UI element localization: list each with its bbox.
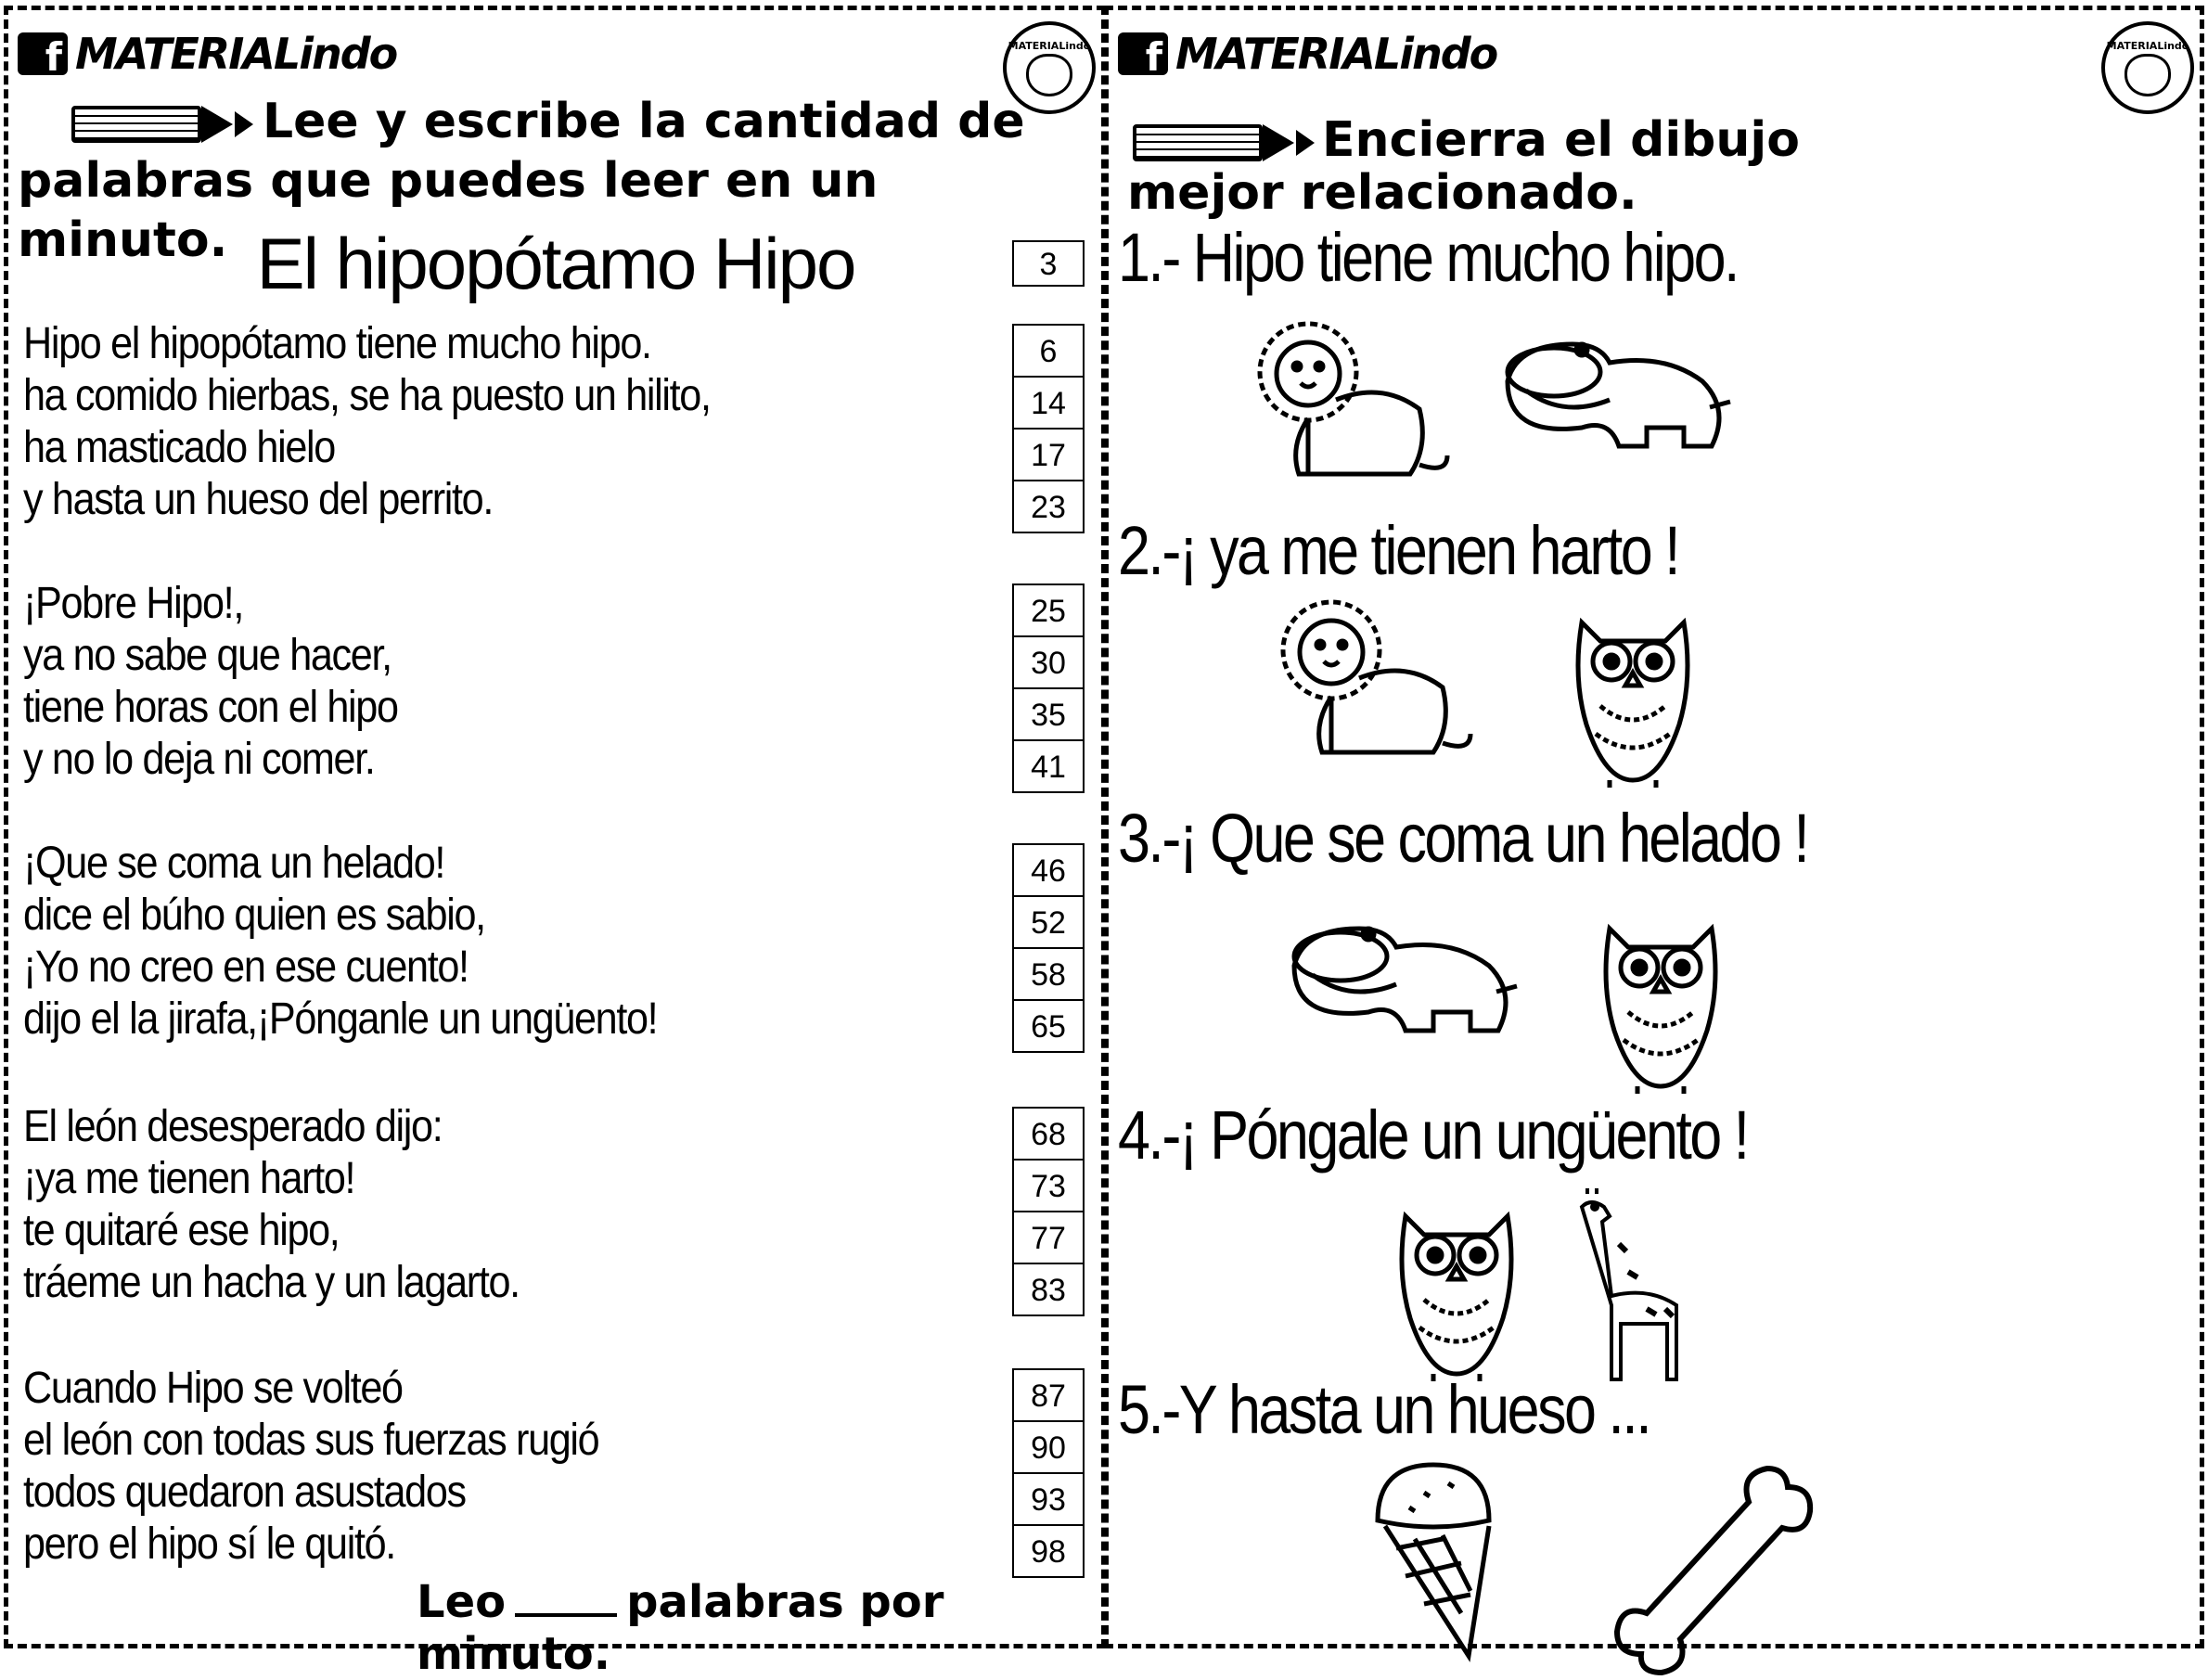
bone-icon[interactable] bbox=[1591, 1456, 1814, 1664]
brand-header bbox=[1118, 29, 1496, 79]
story-line: ya no sabe que hacer, bbox=[23, 631, 392, 680]
word-count-box: 58 bbox=[1012, 947, 1085, 1001]
word-count-box: 35 bbox=[1012, 687, 1085, 741]
story-line: tiene horas con el hipo bbox=[23, 683, 398, 732]
apple-logo-icon: MATERIALindo bbox=[1003, 21, 1096, 114]
owl-icon[interactable] bbox=[1591, 901, 1730, 1100]
story-line: ¡Pobre Hipo!, bbox=[23, 579, 243, 628]
words-blank[interactable] bbox=[515, 1613, 617, 1617]
instruction-text: Encierra el dibujo mejor relacionado. bbox=[1127, 112, 1800, 221]
lion-icon[interactable] bbox=[1252, 316, 1457, 497]
instruction bbox=[1127, 114, 1944, 219]
word-count-box: 93 bbox=[1012, 1472, 1085, 1526]
question-text: 2.-¡ ya me tienen harto ! bbox=[1118, 512, 1679, 589]
word-count-box: 30 bbox=[1012, 635, 1085, 689]
story-line: ha comido hierbas, se ha puesto un hilito, bbox=[23, 371, 711, 420]
brand-name: MATERIALindo bbox=[75, 29, 397, 79]
story-line: tráeme un hacha y un lagarto. bbox=[23, 1258, 520, 1307]
word-count-box: 14 bbox=[1012, 376, 1085, 430]
story-line: pero el hipo sí le quitó. bbox=[23, 1520, 395, 1569]
question-text: 4.-¡ Póngale un ungüento ! bbox=[1118, 1096, 1748, 1173]
word-count-box: 41 bbox=[1012, 739, 1085, 793]
pencil-icon bbox=[1133, 119, 1318, 167]
word-count-box: 90 bbox=[1012, 1420, 1085, 1474]
story-line: todos quedaron asustados bbox=[23, 1468, 466, 1517]
ice-cream-icon[interactable] bbox=[1359, 1456, 1508, 1664]
word-count-box: 17 bbox=[1012, 428, 1085, 481]
facebook-icon: f bbox=[1118, 32, 1168, 75]
word-count-box: 68 bbox=[1012, 1107, 1085, 1161]
story-line: ¡ya me tienen harto! bbox=[23, 1154, 355, 1203]
story-line: dijo el la jirafa,¡Pónganle un ungüento! bbox=[23, 994, 658, 1044]
giraffe-icon[interactable] bbox=[1563, 1188, 1702, 1388]
word-count-box: 73 bbox=[1012, 1159, 1085, 1212]
title-word-count: 3 bbox=[1012, 240, 1085, 287]
brand-name: MATERIALindo bbox=[1175, 29, 1497, 79]
story-title: El hipopótamo Hipo bbox=[256, 223, 855, 304]
word-count-box: 65 bbox=[1012, 999, 1085, 1053]
story-line: El león desesperado dijo: bbox=[23, 1102, 443, 1151]
word-count-box: 87 bbox=[1012, 1368, 1085, 1422]
instruction-text: Lee y escribe la cantidad de palabras que puedes leer en un minuto. bbox=[18, 94, 1025, 268]
word-count-box: 83 bbox=[1012, 1263, 1085, 1316]
word-count-box: 6 bbox=[1012, 324, 1085, 378]
story-line: ha masticado hielo bbox=[23, 423, 335, 472]
owl-icon[interactable] bbox=[1387, 1188, 1526, 1388]
lion-icon[interactable] bbox=[1276, 595, 1480, 776]
facebook-icon: f bbox=[18, 32, 68, 75]
word-count-box: 98 bbox=[1012, 1524, 1085, 1578]
words-per-minute-footer: Leo palabras por minuto. bbox=[417, 1576, 944, 1680]
hippo-icon[interactable] bbox=[1489, 316, 1739, 488]
word-count-box: 46 bbox=[1012, 843, 1085, 897]
story-line: te quitaré ese hipo, bbox=[23, 1206, 340, 1255]
story-line: dice el búho quien es sabio, bbox=[23, 891, 485, 940]
story-line: y no lo deja ni comer. bbox=[23, 735, 375, 784]
activity-panel bbox=[1104, 6, 2204, 1648]
pencil-icon bbox=[71, 100, 257, 148]
word-count-box: 77 bbox=[1012, 1211, 1085, 1264]
question-text: 1.- Hipo tiene mucho hipo. bbox=[1118, 219, 1738, 296]
word-count-box: 25 bbox=[1012, 584, 1085, 637]
brand-header bbox=[18, 29, 396, 79]
story-line: Cuando Hipo se volteó bbox=[23, 1364, 403, 1413]
story-line: ¡Yo no creo en ese cuento! bbox=[23, 943, 469, 992]
question-text: 3.-¡ Que se coma un helado ! bbox=[1118, 800, 1808, 877]
hippo-icon[interactable] bbox=[1276, 901, 1526, 1072]
story-line: Hipo el hipopótamo tiene mucho hipo. bbox=[23, 319, 651, 368]
question-text: 5.-Y hasta un hueso ... bbox=[1118, 1371, 1650, 1448]
story-line: el león con todas sus fuerzas rugió bbox=[23, 1416, 599, 1465]
word-count-box: 23 bbox=[1012, 480, 1085, 533]
word-count-box: 52 bbox=[1012, 895, 1085, 949]
story-line: y hasta un hueso del perrito. bbox=[23, 475, 493, 524]
story-line: ¡Que se coma un helado! bbox=[23, 839, 445, 888]
owl-icon[interactable] bbox=[1563, 595, 1702, 794]
reading-panel bbox=[4, 6, 1106, 1680]
apple-logo-icon: MATERIALindo bbox=[2101, 21, 2194, 114]
